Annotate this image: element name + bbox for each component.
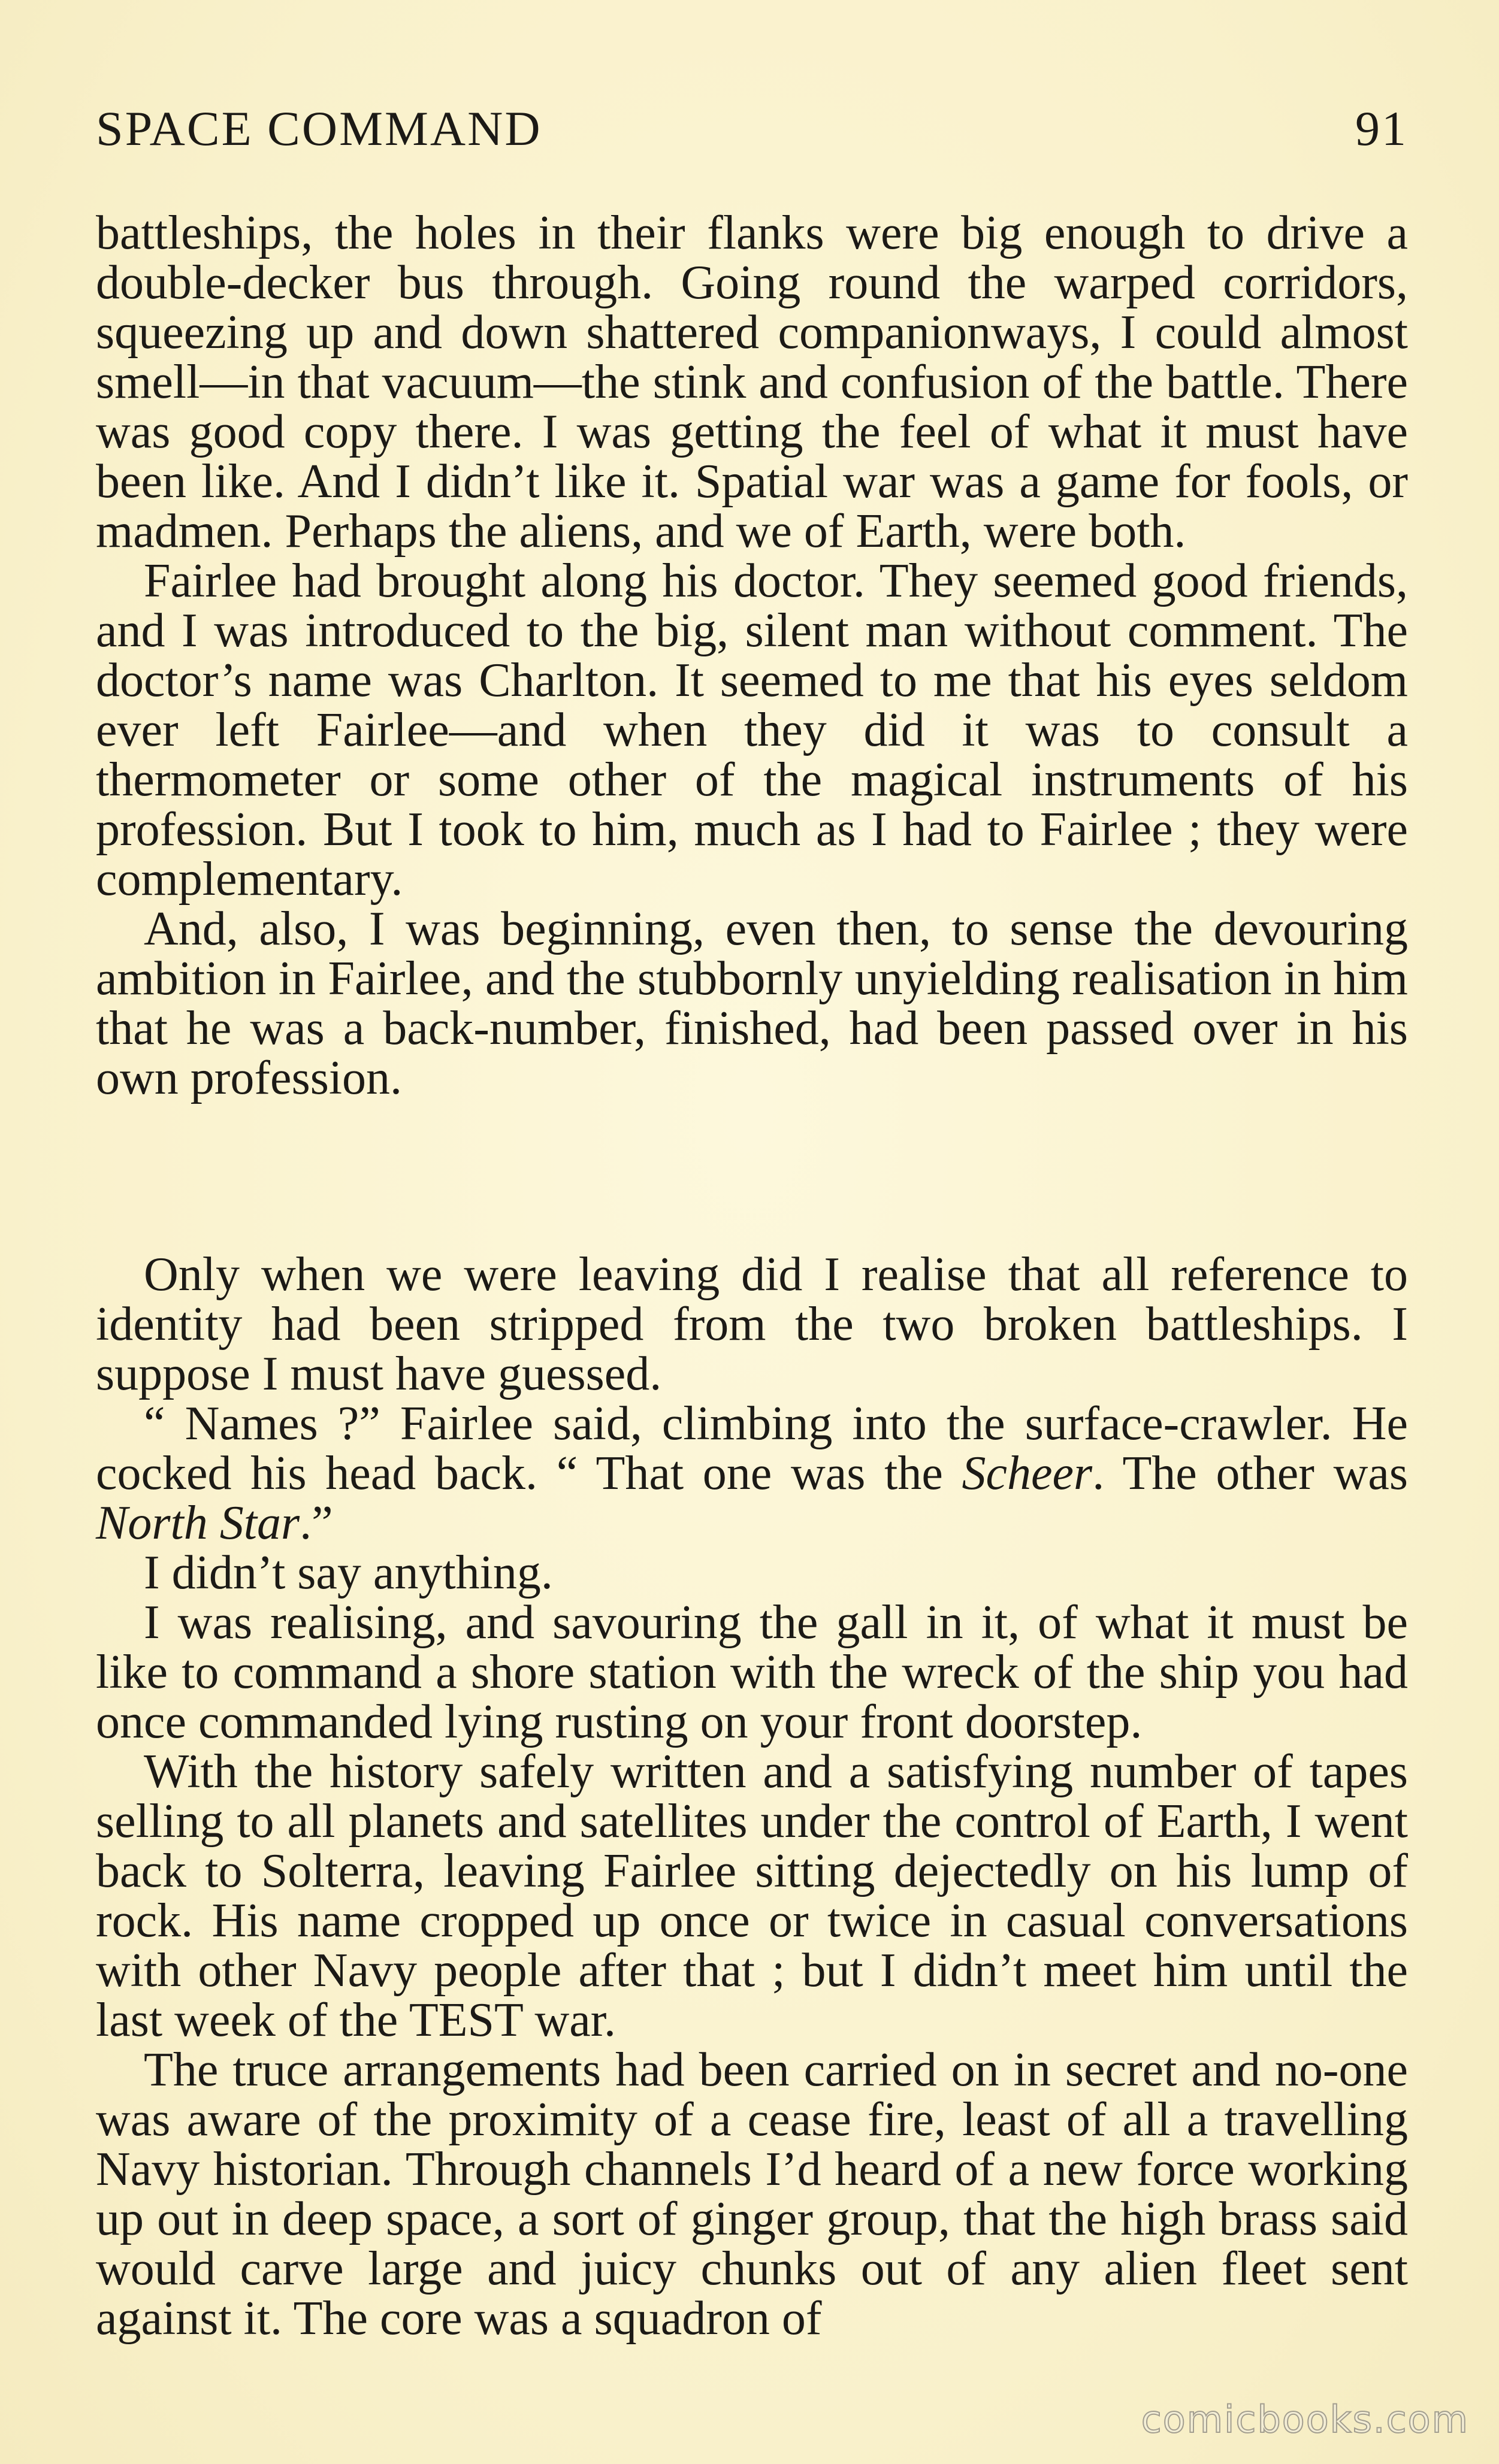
dialogue-text: “ Names ?” Fairlee said, climbing into the surface-crawler. He cocked his head back. “ That one was the bbox=[96, 1397, 1408, 1500]
watermark: comicbooks.com bbox=[1141, 2398, 1469, 2441]
running-head bbox=[96, 101, 1408, 161]
ship-name: Scheer bbox=[962, 1447, 1093, 1500]
paragraph: I didn’t say anything. bbox=[144, 1546, 553, 1599]
paragraph: Only when we were leaving did I realise that all reference to identity had been stripped from the two broken battleships. I suppose I must have guessed. bbox=[96, 1248, 1408, 1400]
paragraph: Fairlee had brought along his doctor. They seemed good friends, and I was introduced to the big, silent man without comment. The doctor’s name was Charlton. It seemed to me that his eyes seldom ever left Fairlee—and when they did it was to consult a thermometer or some other of the magical instruments of his profession. But I took to him, much as I had to Fairlee ; they were complementary. bbox=[96, 555, 1408, 906]
running-title: SPACE COMMAND bbox=[96, 101, 542, 156]
text-block-2 bbox=[96, 1250, 1408, 2344]
paragraph: The truce arrangements had been carried on in secret and no-one was aware of the proximity of a cease fire, least of all a travelling Navy historian. Through channels I’d heard of a new force working up out in deep space, a sort of ginger group, that the high brass said would carve large and juicy chunks out of any alien fleet sent against it. The core was a squadron of bbox=[96, 2044, 1408, 2345]
paragraph: battleships, the holes in their flanks were big enough to drive a double-decker bus through. Going round the warped corridors, squeezing up and down shattered companionways, I could almost smell—in that vacuum—the stink and confusion of the battle. There was good copy there. I was getting the feel of what it must have been like. And I didn’t like it. Spatial war was a game for fools, or madmen. Perhaps the aliens, and we of Earth, were both. bbox=[96, 207, 1408, 558]
paragraph: With the history safely written and a satisfying number of tapes selling to all planets and satellites under the control of Earth, I went back to Solterra, leaving Fairlee sitting dejectedly on his lump of rock. His name cropped up once or twice in casual conversations with other Navy people after that ; but I didn’t meet him until the last week of the TEST war. bbox=[96, 1745, 1408, 2047]
ship-name: North Star bbox=[96, 1497, 300, 1549]
paragraph bbox=[96, 1399, 1408, 1548]
page-number: 91 bbox=[1355, 101, 1408, 156]
dialogue-text: . The other was bbox=[1092, 1447, 1409, 1500]
dialogue-text: .” bbox=[300, 1497, 333, 1549]
paragraph: I was realising, and savouring the gall in it, of what it must be like to command a shore station with the wreck of the ship you had once commanded lying rusting on your front doorstep. bbox=[96, 1596, 1408, 1748]
paragraph: And, also, I was beginning, even then, to sense the devouring ambition in Fairlee, and the stubbornly unyielding realisation in him that he was a back-number, finished, had been passed over in his own profession. bbox=[96, 903, 1408, 1104]
text-block-1 bbox=[96, 208, 1408, 1103]
